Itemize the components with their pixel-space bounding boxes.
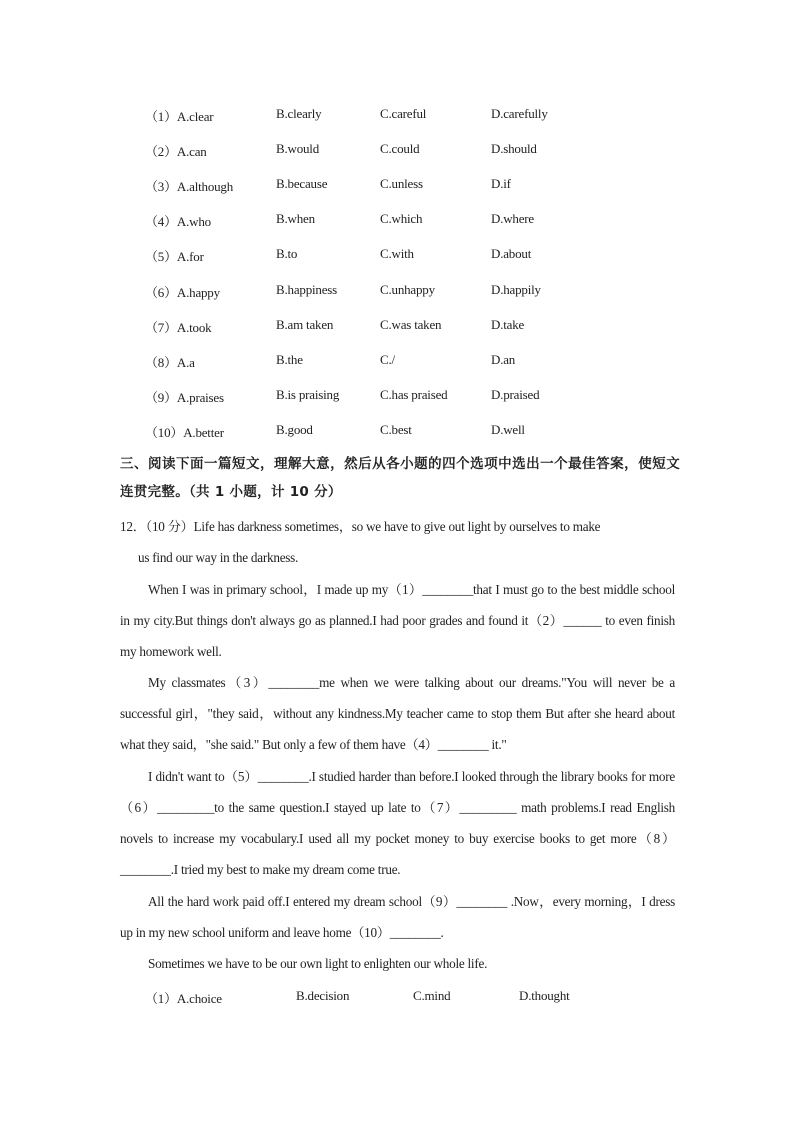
option-b: B.good xyxy=(276,422,313,437)
option-d: D.an xyxy=(491,352,516,367)
passage-paragraph: Sometimes we have to be our own light to enlighten our whole life. xyxy=(148,956,488,971)
option-a: （4）A.who xyxy=(145,214,211,229)
option-b: B.clearly xyxy=(276,106,322,121)
option-a: （10）A.better xyxy=(145,425,224,440)
option-c: C.best xyxy=(380,422,412,437)
option-c: C.has praised xyxy=(380,387,448,402)
option-d: D.carefully xyxy=(491,106,548,121)
option-row xyxy=(0,317,794,337)
option-row xyxy=(0,422,794,442)
option-a: （5）A.for xyxy=(145,249,204,264)
option-row xyxy=(0,211,794,231)
option-c: C.with xyxy=(380,246,414,261)
option-c: C.mind xyxy=(413,988,451,1003)
option-b: B.to xyxy=(276,246,298,261)
option-c: C.unhappy xyxy=(380,282,435,297)
intro-line-1: Life has darkness sometimes，so we have to give out light by ourselves to make xyxy=(193,519,601,534)
option-row xyxy=(0,246,794,266)
option-a: （7）A.took xyxy=(145,320,212,335)
option-a: （2）A.can xyxy=(145,144,207,159)
option-row xyxy=(0,141,794,161)
option-b: B.would xyxy=(276,141,320,156)
option-c: C.unless xyxy=(380,176,423,191)
option-b: B.happiness xyxy=(276,282,337,297)
option-d: D.take xyxy=(491,317,525,332)
option-a: （1）A.choice xyxy=(145,991,222,1006)
question-number: 12． xyxy=(120,519,146,534)
option-b: B.when xyxy=(276,211,315,226)
section-title: 三、阅读下面一篇短文，理解大意，然后从各小题的四个选项中选出一个最佳答案，使短文连贯完整。（共 1 小题，计 10 分） xyxy=(120,456,680,500)
passage-paragraph: All the hard work paid off.I entered my dream school（9）________ .Now，every morning，I dress up in my new school uniform and leave home（10）________. xyxy=(120,894,675,940)
passage-paragraph: When I was in primary school，I made up my（1）________that I must go to the best middle school in my city.But things don't always go as planned.I had poor grades and found it（2）______ to even finish my homework well. xyxy=(120,582,675,659)
question-score: （10 分） xyxy=(145,519,194,534)
option-c: C./ xyxy=(380,352,395,367)
option-b: B.because xyxy=(276,176,328,191)
option-row xyxy=(0,988,794,1008)
option-c: C.careful xyxy=(380,106,427,121)
option-d: D.well xyxy=(491,422,525,437)
option-d: D.happily xyxy=(491,282,541,297)
option-a: （3）A.although xyxy=(145,179,234,194)
option-row xyxy=(0,176,794,196)
option-b: B.is praising xyxy=(276,387,340,402)
option-d: D.praised xyxy=(491,387,540,402)
option-c: C.could xyxy=(380,141,420,156)
option-a: （1）A.clear xyxy=(145,109,214,124)
option-a: （6）A.happy xyxy=(145,285,220,300)
option-row xyxy=(0,387,794,407)
option-b: B.the xyxy=(276,352,303,367)
passage-paragraph: I didn't want to（5）________.I studied harder than before.I looked through the library books for more（6）_________to the same question.I stayed up late to（7）_________ math problems.I read English novels to increase my vocabulary.I used all my pocket money to buy exercise books to get more（8）________.I tried my best to make my dream come true. xyxy=(120,769,675,877)
option-d: D.about xyxy=(491,246,532,261)
option-row xyxy=(0,282,794,302)
option-c: C.which xyxy=(380,211,423,226)
option-a: （8）A.a xyxy=(145,355,195,370)
option-row xyxy=(0,106,794,126)
option-d: D.where xyxy=(491,211,534,226)
option-d: D.thought xyxy=(519,988,570,1003)
option-d: D.if xyxy=(491,176,511,191)
question-12-intro xyxy=(120,511,675,573)
option-b: B.decision xyxy=(296,988,350,1003)
option-c: C.was taken xyxy=(380,317,442,332)
passage-paragraph: My classmates（3）________me when we were talking about our dreams."You will never be a successful girl，"they said，without any kindness.My teacher came to stop them But after she heard about what they said，"she said." But only a few of them have（4）________ it." xyxy=(120,675,675,752)
intro-line-2: us find our way in the darkness. xyxy=(138,550,299,565)
option-row xyxy=(0,352,794,372)
option-a: （9）A.praises xyxy=(145,390,224,405)
option-b: B.am taken xyxy=(276,317,334,332)
option-d: D.should xyxy=(491,141,537,156)
